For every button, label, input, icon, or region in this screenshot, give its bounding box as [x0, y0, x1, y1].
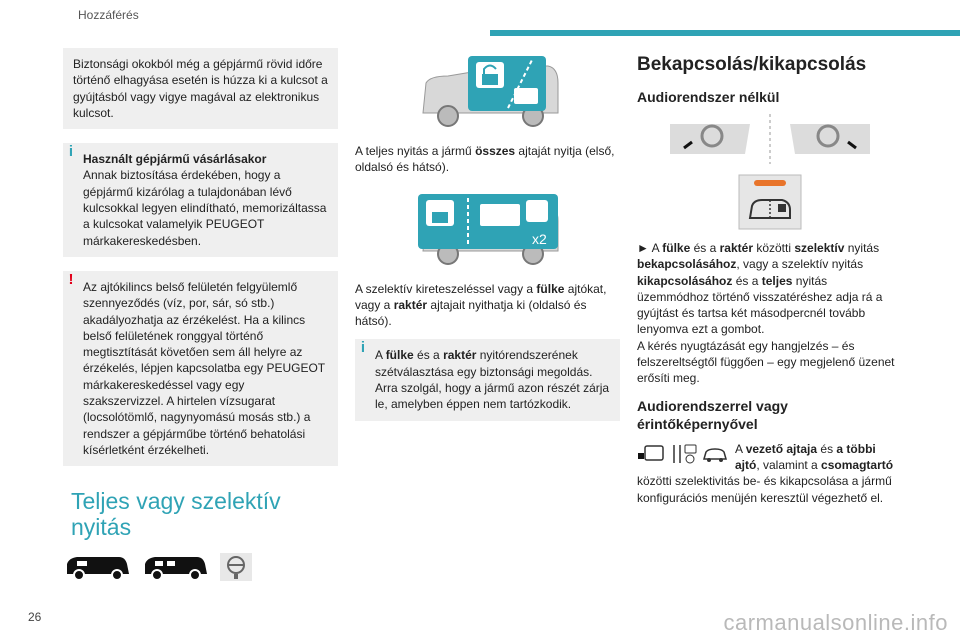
column-left	[63, 48, 338, 582]
full-opening-illustration	[408, 48, 568, 133]
warning-text: Az ajtókilincs belső felületén felgyülemlő szennyeződés (víz, por, sár, só stb.) akadályozhatja az érzékelést. Ha a kilincs belső felületének ronggyal történő megtisztítását követően sem áll helyre az érzékelés, lépjen kapcsolatba egy PEUGEOT márkakereskedéssel vagy egy szakszervizzel. A hirtelen vízsugarat (locsolótömlő, nagynyomású mosás stb.) a rendszer a gépjárműbe történő behatolási kísérletként érzékelheti.	[83, 279, 325, 457]
audio-instructions: A vezető ajtaja és a többi ajtó, valamint a csomagtartó közötti szelektivitás be- és kikapcsolása a jármű konfigurációs menüjén keresztül végezhető el.	[637, 441, 894, 505]
info-text: Annak biztosítása érdekében, hogy a gépjármű kizárólag a tulajdonában lévő kulcsokkal legyen elindítható, memorizáltassa a kulcsokat valamelyik PEUGEOT márkakereskedésben.	[83, 168, 327, 248]
audio-heading: Audiorendszerrel vagy érintőképernyővel	[637, 397, 788, 432]
selective-button-icon	[738, 174, 802, 230]
steering-wheel-icon	[219, 552, 253, 582]
config-icons	[637, 443, 729, 465]
page-number: 26	[28, 610, 42, 624]
info-title: Használt gépjármű vásárlásakor	[83, 152, 267, 167]
confirmation-text: A kérés nyugtázását egy hangjelzés – és felszereltségtől függően – egy megjelenő üzenet erősíti meg.	[637, 338, 895, 386]
safety-text: Biztonsági okokból még a gépjármű rövid időre történő elhagyása esetén is húzza ki a kulcsot a gyújtásból vagy vigye magával az elektronikus kulcsot.	[73, 57, 328, 120]
info-icon: i	[360, 339, 366, 357]
watermark: carmanualsonline.info	[723, 610, 948, 635]
activation-title: Bekapcsolás/kikapcsolás	[637, 54, 867, 75]
selective-opening-text: A szelektív kireteszeléssel vagy a fülke ajtókat, vagy a raktér ajtajait nyithatja ki (oldalsó és hátsó).	[355, 281, 607, 329]
warning-box	[63, 271, 338, 466]
info-box-separation: i A fülke és a raktér nyitórendszerének szétválasztása egy biztonsági megoldás. Arra szolgál, hogy a jármű azon részét zárja le, amelyben éppen nem tartózkodik.	[355, 339, 620, 420]
van-icons-row	[63, 552, 338, 582]
warning-icon: !	[68, 270, 74, 288]
column-right	[637, 48, 902, 516]
dashboard-illustration	[670, 114, 870, 164]
column-middle	[355, 48, 620, 435]
section-title-opening: Teljes vagy szelektív nyitás	[71, 488, 281, 541]
settings-icon	[669, 443, 697, 465]
x2-label: x2	[531, 230, 547, 247]
info-icon: i	[68, 143, 74, 161]
activation-instructions: ► A fülke és a raktér közötti szelektív nyitás bekapcsolásához, vagy a szelektív nyitás kikapcsolásához és a teljes nyitás üzemmódhoz történő visszatéréshez adja rá a gyújtást és tartsa két másodpercnél tovább lenyomva ezt a gombot. A kérés nyugtázását egy hangjelzés – és felszereltségtől függően – egy megjelenő üzenet erősíti meg.	[637, 241, 895, 386]
selective-opening-illustration	[408, 186, 568, 271]
header-section: Hozzáférés	[78, 8, 139, 22]
info-box-used-vehicle	[63, 143, 338, 257]
header-accent-bar	[490, 30, 960, 36]
touchscreen-icon	[637, 443, 665, 465]
safety-box	[63, 48, 338, 129]
van-passenger-icon	[141, 552, 211, 582]
van-side-icon	[63, 552, 133, 582]
car-config-icon	[701, 443, 729, 465]
bullet-arrow-icon: ►	[637, 241, 649, 255]
full-opening-text: A teljes nyitás a jármű összes ajtaját nyitja (első, oldalsó és hátsó).	[355, 144, 615, 175]
no-audio-heading: Audiorendszer nélkül	[637, 89, 780, 105]
